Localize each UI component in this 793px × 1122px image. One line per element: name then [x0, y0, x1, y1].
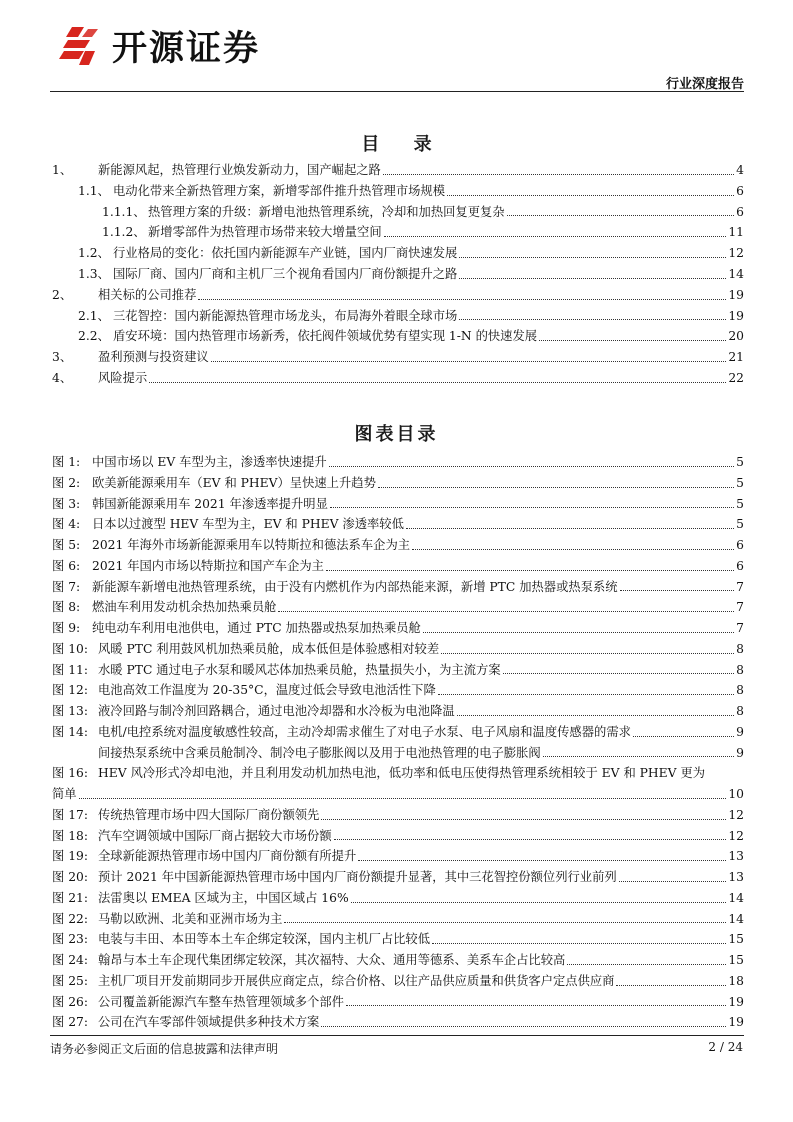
figure-entry-label: 图 26:: [52, 994, 88, 1009]
figure-entry-page: 15: [728, 932, 744, 947]
toc-entry-label: 1.1、: [78, 183, 110, 198]
figure-entry[interactable]: [50, 992, 744, 1013]
figure-entry-label: 图 23:: [52, 932, 88, 947]
figure-list-title: 图表目录: [354, 424, 439, 445]
figure-entry-text: 马勒以欧洲、北美和亚洲市场为主: [98, 911, 283, 926]
dot-leader: [503, 673, 735, 674]
figure-entry-text: 水暖 PTC 通过电子水泵和暖风芯体加热乘员舱，热量损失小，为主流方案: [98, 662, 501, 677]
figure-entry-label: 图 6:: [52, 558, 81, 573]
figure-entry[interactable]: [50, 743, 744, 764]
figure-entry-text: 电池高效工作温度为 20-35°C，温度过低会导致电池活性下降: [98, 683, 436, 698]
toc-list: [50, 160, 744, 389]
figure-entry[interactable]: [50, 826, 744, 847]
toc-entry-text: 国际厂商、国内厂商和主机厂三个视角看国内厂商份额提升之路: [113, 266, 458, 281]
figure-entry-text-continued: 简单: [52, 787, 77, 801]
dot-leader: [384, 236, 727, 237]
toc-entry-label: 2.2、: [78, 329, 110, 344]
figure-entry-text: 中国市场以 EV 车型为主，渗透率快速提升: [92, 455, 327, 469]
page-number: 2 / 24: [708, 1040, 743, 1054]
toc-entry-label: 2、: [52, 287, 73, 302]
figure-entry-page: 7: [736, 621, 744, 635]
figure-entry-text: 汽车空调领域中国际厂商占据较大市场份额: [98, 828, 332, 843]
toc-entry-text: 三花智控：国内新能源热管理市场龙头，布局海外着眼全球市场: [113, 308, 458, 323]
toc-entry-text: 盈利预测与投资建议: [98, 350, 209, 365]
figure-entry-text: 纯电动车利用电池供电，通过 PTC 加热器或热泵加热乘员舱: [92, 621, 421, 635]
figure-entry[interactable]: [50, 514, 744, 535]
figure-entry-text: 法雷奥以 EMEA 区域为主，中国区域占 16%: [98, 890, 349, 905]
dot-leader: [346, 1005, 726, 1006]
toc-entry-page: 21: [728, 350, 744, 365]
toc-entry[interactable]: [50, 264, 744, 285]
figure-entry-page: 18: [728, 973, 744, 988]
figure-entry-text: 间接热泵系统中含乘员舱制冷、制冷电子膨胀阀以及用于电池热管理的电子膨胀阀: [98, 745, 541, 760]
toc-entry-label: 1.3、: [78, 266, 110, 281]
logo-mark-icon: [58, 23, 104, 69]
figure-entry-page: 13: [728, 870, 744, 884]
figure-entry-label: 图 25:: [52, 973, 88, 988]
figure-entry[interactable]: [50, 473, 744, 494]
figure-entry-page: 10: [728, 787, 744, 801]
figure-entry-label: 图 21:: [52, 890, 88, 905]
figure-entry[interactable]: [50, 680, 744, 701]
toc-entry-text: 电动化带来全新热管理方案，新增零部件推升热管理市场规模: [113, 183, 446, 198]
figure-entry-text: 公司覆盖新能源汽车整车热管理领域多个部件: [98, 994, 344, 1009]
dot-leader: [459, 257, 726, 258]
dot-leader: [457, 715, 735, 716]
figure-entry-label: 图 24:: [52, 953, 88, 967]
figure-entry-text: 传统热管理市场中四大国际厂商份额领先: [98, 807, 320, 822]
dot-leader: [567, 964, 726, 965]
figure-entry-page: 8: [736, 704, 744, 718]
toc-entry-page: 6: [736, 183, 744, 198]
figure-entry-page: 7: [736, 600, 744, 615]
figure-entry-page: 13: [728, 849, 744, 864]
figure-entry-label: 图 1:: [52, 455, 81, 469]
figure-entry[interactable]: [50, 452, 744, 473]
figure-entry[interactable]: [50, 971, 744, 992]
figure-entry-page: 9: [736, 724, 744, 739]
toc-entry-label: 2.1、: [78, 308, 110, 323]
figure-entry-text: 日本以过渡型 HEV 车型为主，EV 和 PHEV 渗透率较低: [92, 517, 404, 532]
dot-leader: [412, 549, 734, 550]
dot-leader: [441, 653, 734, 654]
toc-entry-page: 4: [736, 163, 744, 177]
toc-entry-text: 热管理方案的升级：新增电池热管理系统，冷却和加热回复更复杂: [148, 204, 505, 219]
toc-entry-label: 1.1.2、: [102, 225, 146, 240]
toc-entry-text: 行业格局的变化：依托国内新能源车产业链，国内厂商快速发展: [113, 246, 458, 261]
dot-leader: [351, 902, 727, 903]
toc-entry-page: 19: [728, 308, 744, 323]
dot-leader: [423, 632, 734, 633]
figure-entry[interactable]: [50, 494, 744, 515]
toc-entry[interactable]: [50, 306, 744, 327]
dot-leader: [507, 215, 735, 216]
logo-text: 开源证券: [112, 29, 261, 69]
figure-entry[interactable]: [50, 535, 744, 556]
figure-entry-label: 图 10:: [52, 641, 88, 656]
toc-entry-page: 11: [728, 225, 744, 240]
dot-leader: [330, 507, 734, 508]
dot-leader: [326, 570, 734, 571]
report-type: 行业深度报告: [665, 77, 744, 92]
toc-entry[interactable]: [50, 285, 744, 306]
footer-divider: [50, 1035, 744, 1036]
toc-entry[interactable]: [50, 243, 744, 264]
figure-entry-page: 5: [736, 517, 744, 532]
figure-entry-text: 新能源车新增电池热管理系统，由于没有内燃机作为内部热能来源，新增 PTC 加热器或热泵系统: [92, 579, 618, 594]
figure-entry-page: 19: [728, 994, 744, 1009]
toc-entry[interactable]: [50, 222, 744, 243]
dot-leader: [406, 528, 734, 529]
figure-entry-label: 图 3:: [52, 496, 81, 511]
toc-entry-text: 相关标的公司推荐: [98, 287, 197, 302]
figure-entry-page: 8: [736, 641, 744, 656]
figure-entry-text: 风暖 PTC 利用鼓风机加热乘员舱，成本低但是体验感相对较差: [98, 641, 440, 656]
toc-entry-page: 12: [728, 246, 744, 261]
figure-entry[interactable]: [50, 660, 744, 681]
dot-leader: [459, 319, 726, 320]
figure-entry-page: 14: [728, 890, 744, 905]
figure-entry-page: 14: [728, 911, 744, 926]
figure-list: [50, 452, 744, 1033]
toc-entry[interactable]: [50, 326, 744, 347]
toc-entry-label: 4、: [52, 370, 73, 385]
figure-entry-text: HEV 风冷形式冷却电池，并且利用发动机加热电池，低功率和低电压使得热管理系统相较于 EV 和 PHEV 更为: [98, 766, 706, 781]
figure-entry-page: 5: [736, 455, 744, 469]
figure-entry[interactable]: [50, 597, 744, 618]
figure-entry-text: 欧美新能源乘用车（EV 和 PHEV）呈快速上升趋势: [92, 475, 376, 490]
figure-entry-continuation[interactable]: [50, 784, 744, 805]
toc-title: 目 录: [361, 134, 446, 155]
figure-entry[interactable]: [50, 556, 744, 577]
toc-entry-label: 3、: [52, 350, 73, 365]
figure-entry-label: 图 20:: [52, 870, 88, 884]
figure-entry-text: 燃油车利用发动机余热加热乘员舱: [92, 600, 277, 615]
dot-leader: [539, 340, 726, 341]
figure-entry-text: 2021 年海外市场新能源乘用车以特斯拉和德法系车企为主: [92, 538, 411, 552]
header-divider: [50, 91, 744, 92]
toc-entry-page: 20: [728, 329, 744, 344]
figure-entry[interactable]: [50, 909, 744, 930]
figure-entry-text: 全球新能源热管理市场中国内厂商份额有所提升: [98, 849, 357, 864]
figure-entry[interactable]: [50, 722, 744, 743]
figure-entry-text: 翰昂与本土车企现代集团绑定较深，其次福特、大众、通用等德系、美系车企占比较高: [98, 953, 566, 967]
figure-entry-text: 公司在汽车零部件领域提供多种技术方案: [98, 1015, 320, 1030]
figure-entry-text: 电机/电控系统对温度敏感性较高，主动冷却需求催生了对电子水泵、电子风扇和温度传感器的需求: [98, 724, 631, 739]
figure-entry-page: 6: [736, 558, 744, 573]
toc-entry[interactable]: [50, 347, 744, 368]
toc-entry-text: 盾安环境：国内热管理市场新秀，依托阀件领域优势有望实现 1-N 的快速发展: [113, 329, 538, 344]
company-logo: [58, 22, 260, 70]
toc-entry[interactable]: [50, 202, 744, 223]
dot-leader: [321, 1026, 726, 1027]
dot-leader: [334, 839, 727, 840]
figure-entry[interactable]: [50, 763, 744, 784]
figure-entry-page: 12: [728, 828, 744, 843]
figure-entry-label: 图 5:: [52, 538, 81, 552]
figure-entry-page: 12: [728, 807, 744, 822]
dot-leader: [211, 361, 727, 362]
figure-entry[interactable]: [50, 577, 744, 598]
figure-entry[interactable]: [50, 888, 744, 909]
figure-entry-label: 图 27:: [52, 1015, 88, 1030]
figure-entry-text: 电装与丰田、本田等本土车企绑定较深，国内主机厂占比较低: [98, 932, 431, 947]
figure-entry[interactable]: [50, 929, 744, 950]
toc-entry[interactable]: [50, 181, 744, 202]
toc-entry-label: 1、: [52, 163, 73, 177]
figure-entry-page: 8: [736, 683, 744, 698]
figure-entry-label: 图 17:: [52, 807, 88, 822]
figure-entry[interactable]: [50, 950, 744, 971]
toc-entry-page: 19: [728, 287, 744, 302]
toc-entry[interactable]: [50, 368, 744, 389]
dot-leader: [447, 195, 734, 196]
figure-entry-text: 液冷回路与制冷剂回路耦合，通过电池冷却器和水冷板为电池降温: [98, 704, 455, 718]
dot-leader: [459, 278, 726, 279]
figure-entry[interactable]: [50, 618, 744, 639]
dot-leader: [358, 860, 726, 861]
dot-leader: [198, 299, 726, 300]
toc-entry-page: 14: [728, 266, 744, 281]
dot-leader: [616, 985, 726, 986]
figure-entry-label: 图 16:: [52, 766, 88, 781]
dot-leader: [329, 466, 734, 467]
dot-leader: [79, 798, 727, 799]
dot-leader: [321, 819, 726, 820]
toc-entry-text: 新增零部件为热管理市场带来较大增量空间: [148, 225, 382, 240]
figure-entry-label: 图 2:: [52, 475, 81, 490]
figure-entry-label: 图 19:: [52, 849, 88, 864]
figure-entry-page: 15: [728, 953, 744, 967]
figure-entry[interactable]: [50, 639, 744, 660]
figure-entry[interactable]: [50, 846, 744, 867]
figure-entry-label: 图 4:: [52, 517, 81, 532]
figure-entry-text: 预计 2021 年中国新能源热管理市场中国内厂商份额提升显著，其中三花智控份额位列行业前列: [98, 870, 617, 884]
figure-entry-label: 图 11:: [52, 662, 88, 677]
figure-entry-label: 图 12:: [52, 683, 88, 698]
footer-disclaimer: 请务必参阅正文后面的信息披露和法律声明: [50, 1042, 279, 1056]
figure-entry-label: 图 14:: [52, 724, 88, 739]
toc-entry-page: 6: [736, 204, 744, 219]
dot-leader: [383, 174, 734, 175]
figure-entry-text: 2021 年国内市场以特斯拉和国产车企为主: [92, 558, 324, 573]
dot-leader: [633, 736, 734, 737]
figure-entry-page: 5: [736, 475, 744, 490]
dot-leader: [543, 756, 734, 757]
dot-leader: [278, 611, 734, 612]
figure-entry-label: 图 7:: [52, 579, 81, 594]
toc-entry[interactable]: [50, 160, 744, 181]
figure-entry-label: 图 18:: [52, 828, 88, 843]
figure-entry-page: 5: [736, 496, 744, 511]
figure-entry-page: 19: [728, 1015, 744, 1030]
dot-leader: [284, 922, 726, 923]
dot-leader: [432, 943, 726, 944]
dot-leader: [619, 881, 727, 882]
figure-entry-text: 韩国新能源乘用车 2021 年渗透率提升明显: [92, 496, 328, 511]
toc-entry-label: 1.1.1、: [102, 204, 146, 219]
figure-entry-label: 图 22:: [52, 911, 88, 926]
figure-entry[interactable]: [50, 867, 744, 888]
figure-entry[interactable]: [50, 701, 744, 722]
figure-entry-page: 7: [736, 579, 744, 594]
dot-leader: [620, 590, 735, 591]
toc-entry-page: 22: [728, 370, 744, 385]
toc-entry-text: 风险提示: [98, 370, 148, 385]
dot-leader: [149, 382, 726, 383]
figure-entry-page: 6: [736, 538, 744, 552]
figure-entry-text: 主机厂项目开发前期同步开展供应商定点，综合价格、以往产品供应质量和供货客户定点供应商: [98, 973, 615, 988]
dot-leader: [438, 694, 734, 695]
toc-entry-label: 1.2、: [78, 246, 110, 261]
figure-entry[interactable]: [50, 1012, 744, 1033]
toc-entry-text: 新能源风起，热管理行业焕发新动力，国产崛起之路: [98, 163, 381, 177]
figure-entry[interactable]: [50, 805, 744, 826]
figure-entry-page: 8: [736, 662, 744, 677]
figure-entry-label: 图 8:: [52, 600, 81, 615]
dot-leader: [378, 487, 734, 488]
figure-entry-page: 9: [736, 745, 744, 760]
figure-entry-label: 图 9:: [52, 621, 81, 635]
figure-entry-label: 图 13:: [52, 704, 88, 718]
